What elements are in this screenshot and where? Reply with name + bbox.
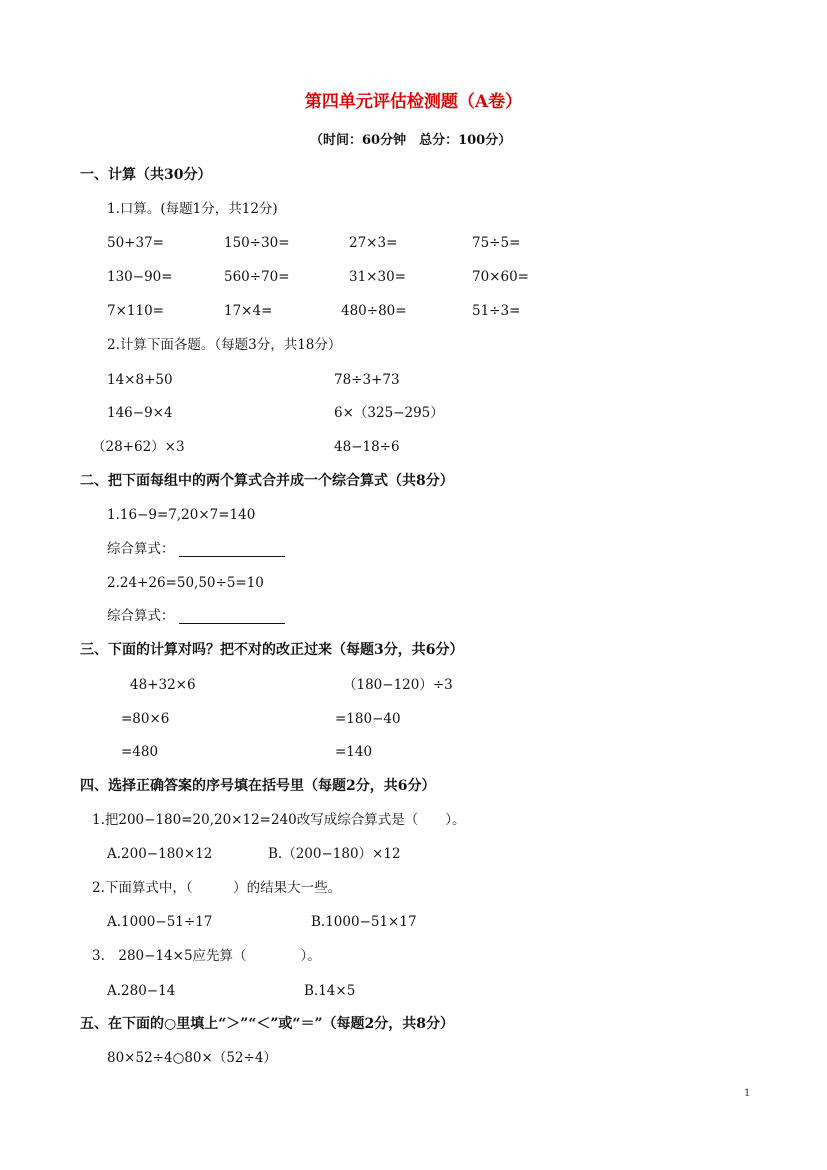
combine-question-2: 2.24+26=50,50÷5=10: [107, 575, 264, 591]
calc-item: 6×（325−295）: [334, 405, 444, 421]
compare-question-1: 80×52÷4○80×（52÷4）: [107, 1050, 277, 1066]
answer-blank[interactable]: [179, 609, 285, 624]
choice-option[interactable]: B.（200−180）×12: [268, 846, 401, 862]
check-left-line: =480: [121, 744, 159, 760]
choice-option[interactable]: B.1000−51×17: [311, 914, 417, 930]
check-right-line: =180−40: [335, 711, 401, 727]
choice-question-2: 2.下面算式中，（ ）的结果大一些。: [92, 880, 342, 896]
choice-question-1: 1.把200−180=20,20×12=240改写成综合算式是（ ）。: [92, 812, 466, 828]
section-5-heading: 五、在下面的○里填上“＞”“＜”或“＝”（每题2分，共8分）: [80, 1016, 455, 1032]
choice-option[interactable]: B.14×5: [304, 983, 356, 999]
choice-option[interactable]: A.1000−51÷17: [107, 914, 213, 930]
combine-answer-row-2: [107, 608, 285, 624]
oral-item: 51÷3=: [472, 303, 521, 319]
oral-item: 150÷30=: [224, 235, 290, 251]
page-title: 第四单元评估检测题（A卷）: [304, 92, 523, 112]
oral-item: 70×60=: [472, 269, 529, 285]
section-2-heading: 二、把下面每组中的两个算式合并成一个综合算式（共8分）: [80, 473, 454, 489]
calc-item: 48−18÷6: [334, 439, 400, 455]
section-1-heading: 一、计算（共30分）: [80, 167, 212, 183]
section-1-q2-instruction: 2.计算下面各题。（每题3分，共18分）: [107, 337, 342, 353]
answer-blank[interactable]: [179, 542, 285, 557]
combine-answer-row-1: [107, 541, 285, 557]
calc-item: 78÷3+73: [334, 372, 400, 388]
section-4-heading: 四、选择正确答案的序号填在括号里（每题2分，共6分）: [80, 778, 436, 794]
exam-info: （时间：60分钟 总分：100分）: [310, 133, 512, 148]
check-right-line: =140: [335, 744, 373, 760]
oral-item: 75÷5=: [472, 235, 521, 251]
oral-item: 480÷80=: [341, 303, 407, 319]
choice-option[interactable]: A.280−14: [107, 983, 176, 999]
check-left-line: 48+32×6: [130, 677, 196, 693]
section-1-q1-instruction: 1.口算。(每题1分，共12分): [107, 201, 278, 217]
oral-item: 50+37=: [107, 235, 164, 251]
combine-question-1: 1.16−9=7,20×7=140: [107, 507, 256, 523]
choice-option[interactable]: A.200−180×12: [107, 846, 213, 862]
calc-item: 146−9×4: [107, 405, 173, 421]
combine-answer-label: 综合算式：: [107, 608, 175, 624]
page-number: 1: [744, 1088, 751, 1099]
calc-item: 14×8+50: [107, 372, 173, 388]
calc-item: （28+62）×3: [92, 439, 185, 455]
check-left-line: =80×6: [121, 711, 170, 727]
oral-item: 31×30=: [349, 269, 406, 285]
oral-item: 27×3=: [349, 235, 398, 251]
oral-item: 130−90=: [107, 269, 173, 285]
combine-answer-label: 综合算式：: [107, 541, 175, 557]
choice-question-3: 3. 280−14×5应先算（ ）。: [92, 948, 321, 964]
check-right-line: （180−120）÷3: [343, 677, 453, 693]
oral-item: 7×110=: [107, 303, 164, 319]
oral-item: 17×4=: [224, 303, 273, 319]
oral-item: 560÷70=: [224, 269, 290, 285]
section-3-heading: 三、下面的计算对吗？把不对的改正过来（每题3分，共6分）: [80, 642, 464, 658]
